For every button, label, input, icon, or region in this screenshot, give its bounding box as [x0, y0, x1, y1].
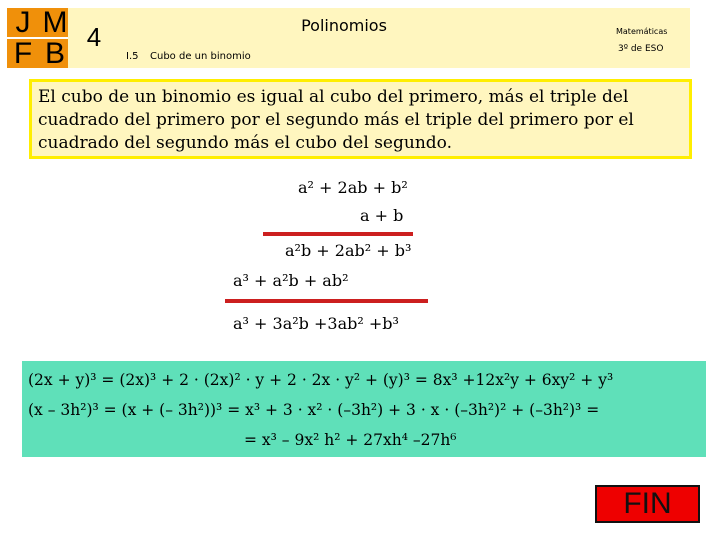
top-rule	[263, 232, 413, 236]
subject-label: Matemáticas	[616, 27, 668, 36]
definition-box	[29, 79, 692, 159]
example-2-continuation: = x³ – 9x² h² + 27xh⁴ –27h⁶	[244, 431, 457, 449]
fin-button-label: FIN	[623, 487, 672, 520]
level-label: 3º de ESO	[618, 44, 664, 54]
section-title: Cubo de un binomio	[150, 51, 251, 62]
fin-button[interactable]	[595, 485, 700, 523]
examples-box	[22, 361, 706, 457]
logo-letter-m: M	[39, 8, 71, 37]
partial-product-row-1: a²b + 2ab² + b³	[285, 241, 412, 260]
example-1: (2x + y)³ = (2x)³ + 2 · (2x)² · y + 2 · 2x · y² + (y)³ = 8x³ +12x²y + 6xy² + y³	[28, 371, 614, 389]
logo-letter-f: F	[7, 39, 39, 68]
bottom-rule	[225, 299, 428, 303]
definition-text: El cubo de un binomio es igual al cubo del primero, más el triple del cuadrado del primero por el segundo más el triple del primero por el cuadrado del segundo más el cubo del segundo.	[38, 87, 634, 153]
logo-letter-j: J	[7, 8, 39, 37]
result-row: a³ + 3a²b +3ab² +b³	[233, 314, 399, 333]
unit-box	[68, 8, 122, 68]
multiplier-row: a + b	[360, 206, 404, 225]
partial-product-row-2: a³ + a²b + ab²	[233, 271, 349, 290]
section-number: I.5	[126, 51, 139, 62]
example-2: (x – 3h²)³ = (x + (– 3h²))³ = x³ + 3 · x² · (–3h²) + 3 · x · (–3h²)² + (–3h²)³ =	[28, 401, 600, 419]
title-box	[120, 8, 568, 44]
subject-box	[568, 8, 690, 44]
logo-letter-b: B	[39, 39, 71, 68]
unit-number: 4	[86, 22, 102, 52]
page-title: Polinomios	[301, 16, 387, 35]
multiplicand-row: a² + 2ab + b²	[298, 178, 408, 197]
section-bar	[120, 44, 690, 68]
